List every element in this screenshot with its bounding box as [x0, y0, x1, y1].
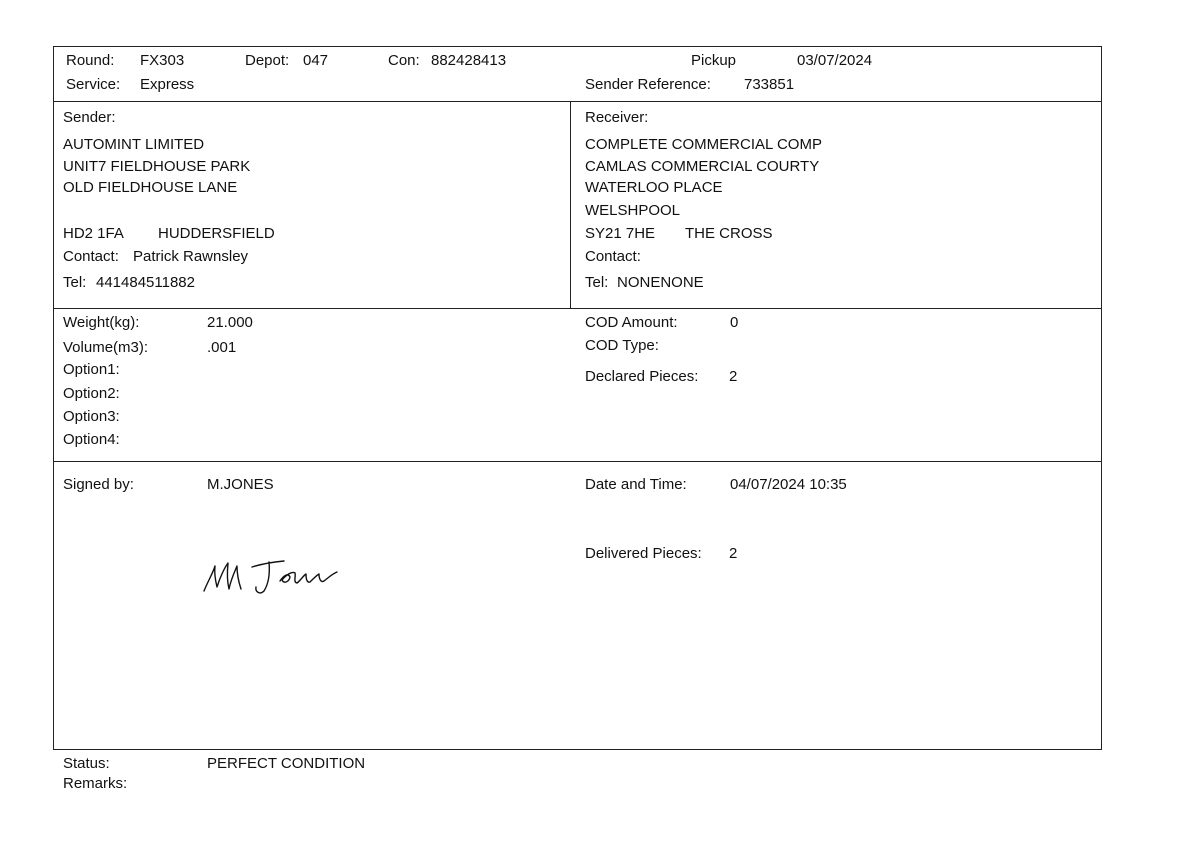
sender-address-line: AUTOMINT LIMITED: [63, 136, 205, 153]
con-label: Con:: [388, 52, 420, 69]
sender-address-line: UNIT7 FIELDHOUSE PARK: [63, 158, 251, 175]
declared-pieces-value: 2: [729, 368, 738, 385]
cod-amount-label: COD Amount:: [585, 314, 678, 331]
volume-label: Volume(m3):: [63, 339, 149, 356]
receiver-heading: Receiver:: [585, 109, 649, 126]
depot-value: 047: [303, 52, 329, 69]
divider-addresses: [53, 308, 1102, 309]
receiver-postcode: SY21 7HE: [585, 225, 656, 242]
option3-label: Option3:: [63, 408, 120, 425]
receiver-address-line: CAMLAS COMMERCIAL COURTY: [585, 158, 820, 175]
sender-contact-value: Patrick Rawnsley: [133, 248, 249, 265]
sender-postcode: HD2 1FA: [63, 225, 124, 242]
sender-heading: Sender:: [63, 109, 116, 126]
divider-sender-receiver: [570, 101, 571, 308]
divider-details: [53, 461, 1102, 462]
cod-amount-value: 0: [730, 314, 739, 331]
handwritten-signature: [200, 551, 345, 601]
sender-tel-label: Tel:: [63, 274, 87, 291]
receiver-address-line: WELSHPOOL: [585, 202, 681, 219]
sender-tel-value: 441484511882: [96, 274, 195, 291]
sender-contact-label: Contact:: [63, 248, 119, 265]
receiver-contact-label: Contact:: [585, 248, 641, 265]
declared-pieces-label: Declared Pieces:: [585, 368, 699, 385]
remarks-label: Remarks:: [63, 775, 128, 792]
status-label: Status:: [63, 755, 110, 772]
signed-by-label: Signed by:: [63, 476, 134, 493]
sender-address-line: OLD FIELDHOUSE LANE: [63, 179, 238, 196]
receiver-town: THE CROSS: [685, 225, 773, 242]
depot-label: Depot:: [245, 52, 290, 69]
cod-type-label: COD Type:: [585, 337, 659, 354]
receiver-tel-value: NONENONE: [617, 274, 704, 291]
date-time-value: 04/07/2024 10:35: [730, 476, 847, 493]
weight-value: 21.000: [207, 314, 253, 331]
option4-label: Option4:: [63, 431, 120, 448]
option2-label: Option2:: [63, 385, 120, 402]
pickup-date: 03/07/2024: [797, 52, 873, 69]
sender-reference-label: Sender Reference:: [585, 76, 711, 93]
delivered-pieces-value: 2: [729, 545, 738, 562]
receiver-address-line: COMPLETE COMMERCIAL COMP: [585, 136, 822, 153]
service-value: Express: [140, 76, 195, 93]
weight-label: Weight(kg):: [63, 314, 140, 331]
pickup-label: Pickup: [691, 52, 737, 69]
date-time-label: Date and Time:: [585, 476, 687, 493]
signed-by-value: M.JONES: [207, 476, 274, 493]
status-value: PERFECT CONDITION: [207, 755, 366, 772]
service-label: Service:: [66, 76, 121, 93]
consignment-frame: [53, 46, 1102, 750]
round-value: FX303: [140, 52, 185, 69]
receiver-tel-label: Tel:: [585, 274, 609, 291]
sender-town: HUDDERSFIELD: [158, 225, 275, 242]
round-label: Round:: [66, 52, 115, 69]
con-value: 882428413: [431, 52, 507, 69]
divider-header: [53, 101, 1102, 102]
receiver-address-line: WATERLOO PLACE: [585, 179, 723, 196]
volume-value: .001: [207, 339, 237, 356]
delivered-pieces-label: Delivered Pieces:: [585, 545, 702, 562]
option1-label: Option1:: [63, 361, 120, 378]
sender-reference-value: 733851: [744, 76, 795, 93]
